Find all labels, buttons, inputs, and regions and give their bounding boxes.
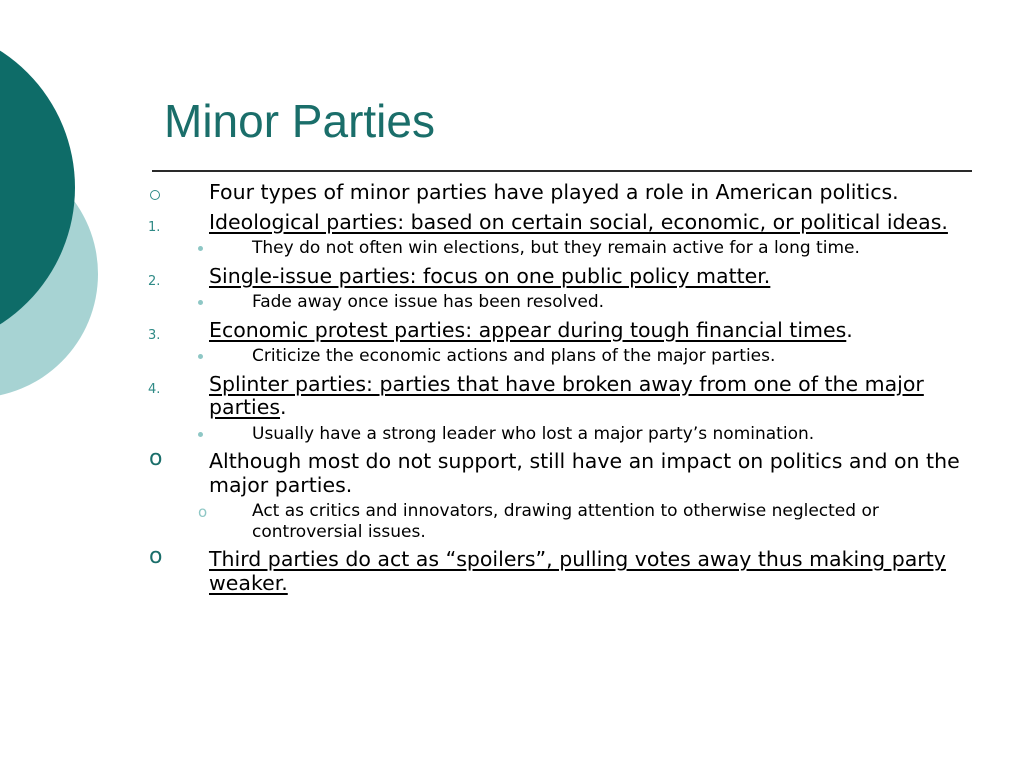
dot-bullet-icon bbox=[198, 300, 203, 305]
item-number: 3. bbox=[148, 327, 161, 343]
sub-bullet bbox=[136, 424, 976, 445]
item-text: Single-issue parties: focus on one public policy matter. bbox=[209, 263, 771, 288]
bullet-text: Four types of minor parties have played a role in American politics. bbox=[209, 180, 899, 204]
numbered-item-splinter bbox=[136, 373, 976, 420]
item-text-suffix: . bbox=[846, 317, 853, 342]
item-number: 1. bbox=[148, 219, 161, 235]
sub-bullet bbox=[136, 501, 976, 542]
numbered-item-ideological bbox=[136, 211, 976, 235]
numbered-item-single-issue bbox=[136, 265, 976, 289]
item-text-suffix: . bbox=[280, 395, 287, 419]
item-number: 4. bbox=[148, 381, 161, 397]
bullet-intro bbox=[136, 181, 976, 205]
sub-bullet-text: Fade away once issue has been resolved. bbox=[252, 292, 605, 312]
sub-bullet-text: Usually have a strong leader who lost a major party’s nomination. bbox=[252, 423, 815, 444]
bullet-spoilers bbox=[136, 544, 976, 595]
sub-bullet bbox=[136, 346, 976, 367]
bullet-text: Third parties do act as “spoilers”, pulling votes away thus making party weaker. bbox=[209, 547, 946, 595]
sub-bullet-text: Criticize the economic actions and plans of the major parties. bbox=[252, 346, 776, 366]
title-divider bbox=[152, 170, 972, 172]
bullet-text: Although most do not support, still have an impact on politics and on the major parties. bbox=[209, 449, 960, 497]
sub-bullet-text: Act as critics and innovators, drawing attention to otherwise neglected or controversial issues. bbox=[252, 501, 879, 542]
o-bullet-icon: o bbox=[149, 446, 163, 471]
o-bullet-icon: o bbox=[149, 544, 163, 569]
slide-body bbox=[136, 181, 976, 595]
sub-bullet bbox=[136, 238, 976, 259]
item-text: Ideological parties: based on certain social, economic, or political ideas. bbox=[209, 209, 948, 234]
o-sub-bullet-icon: o bbox=[198, 503, 208, 521]
dot-bullet-icon bbox=[198, 246, 203, 251]
hollow-circle-bullet-icon bbox=[150, 190, 160, 200]
bullet-impact bbox=[136, 446, 976, 497]
item-number: 2. bbox=[148, 273, 161, 289]
item-text: Economic protest parties: appear during tough financial times bbox=[209, 317, 847, 342]
dot-bullet-icon bbox=[198, 354, 203, 359]
dot-bullet-icon bbox=[198, 432, 203, 437]
slide-title: Minor Parties bbox=[164, 95, 435, 147]
numbered-item-economic-protest bbox=[136, 319, 976, 343]
sub-bullet bbox=[136, 292, 976, 313]
item-text: Splinter parties: parties that have broken away from one of the major parties bbox=[209, 371, 924, 419]
sub-bullet-text: They do not often win elections, but they remain active for a long time. bbox=[252, 238, 860, 258]
